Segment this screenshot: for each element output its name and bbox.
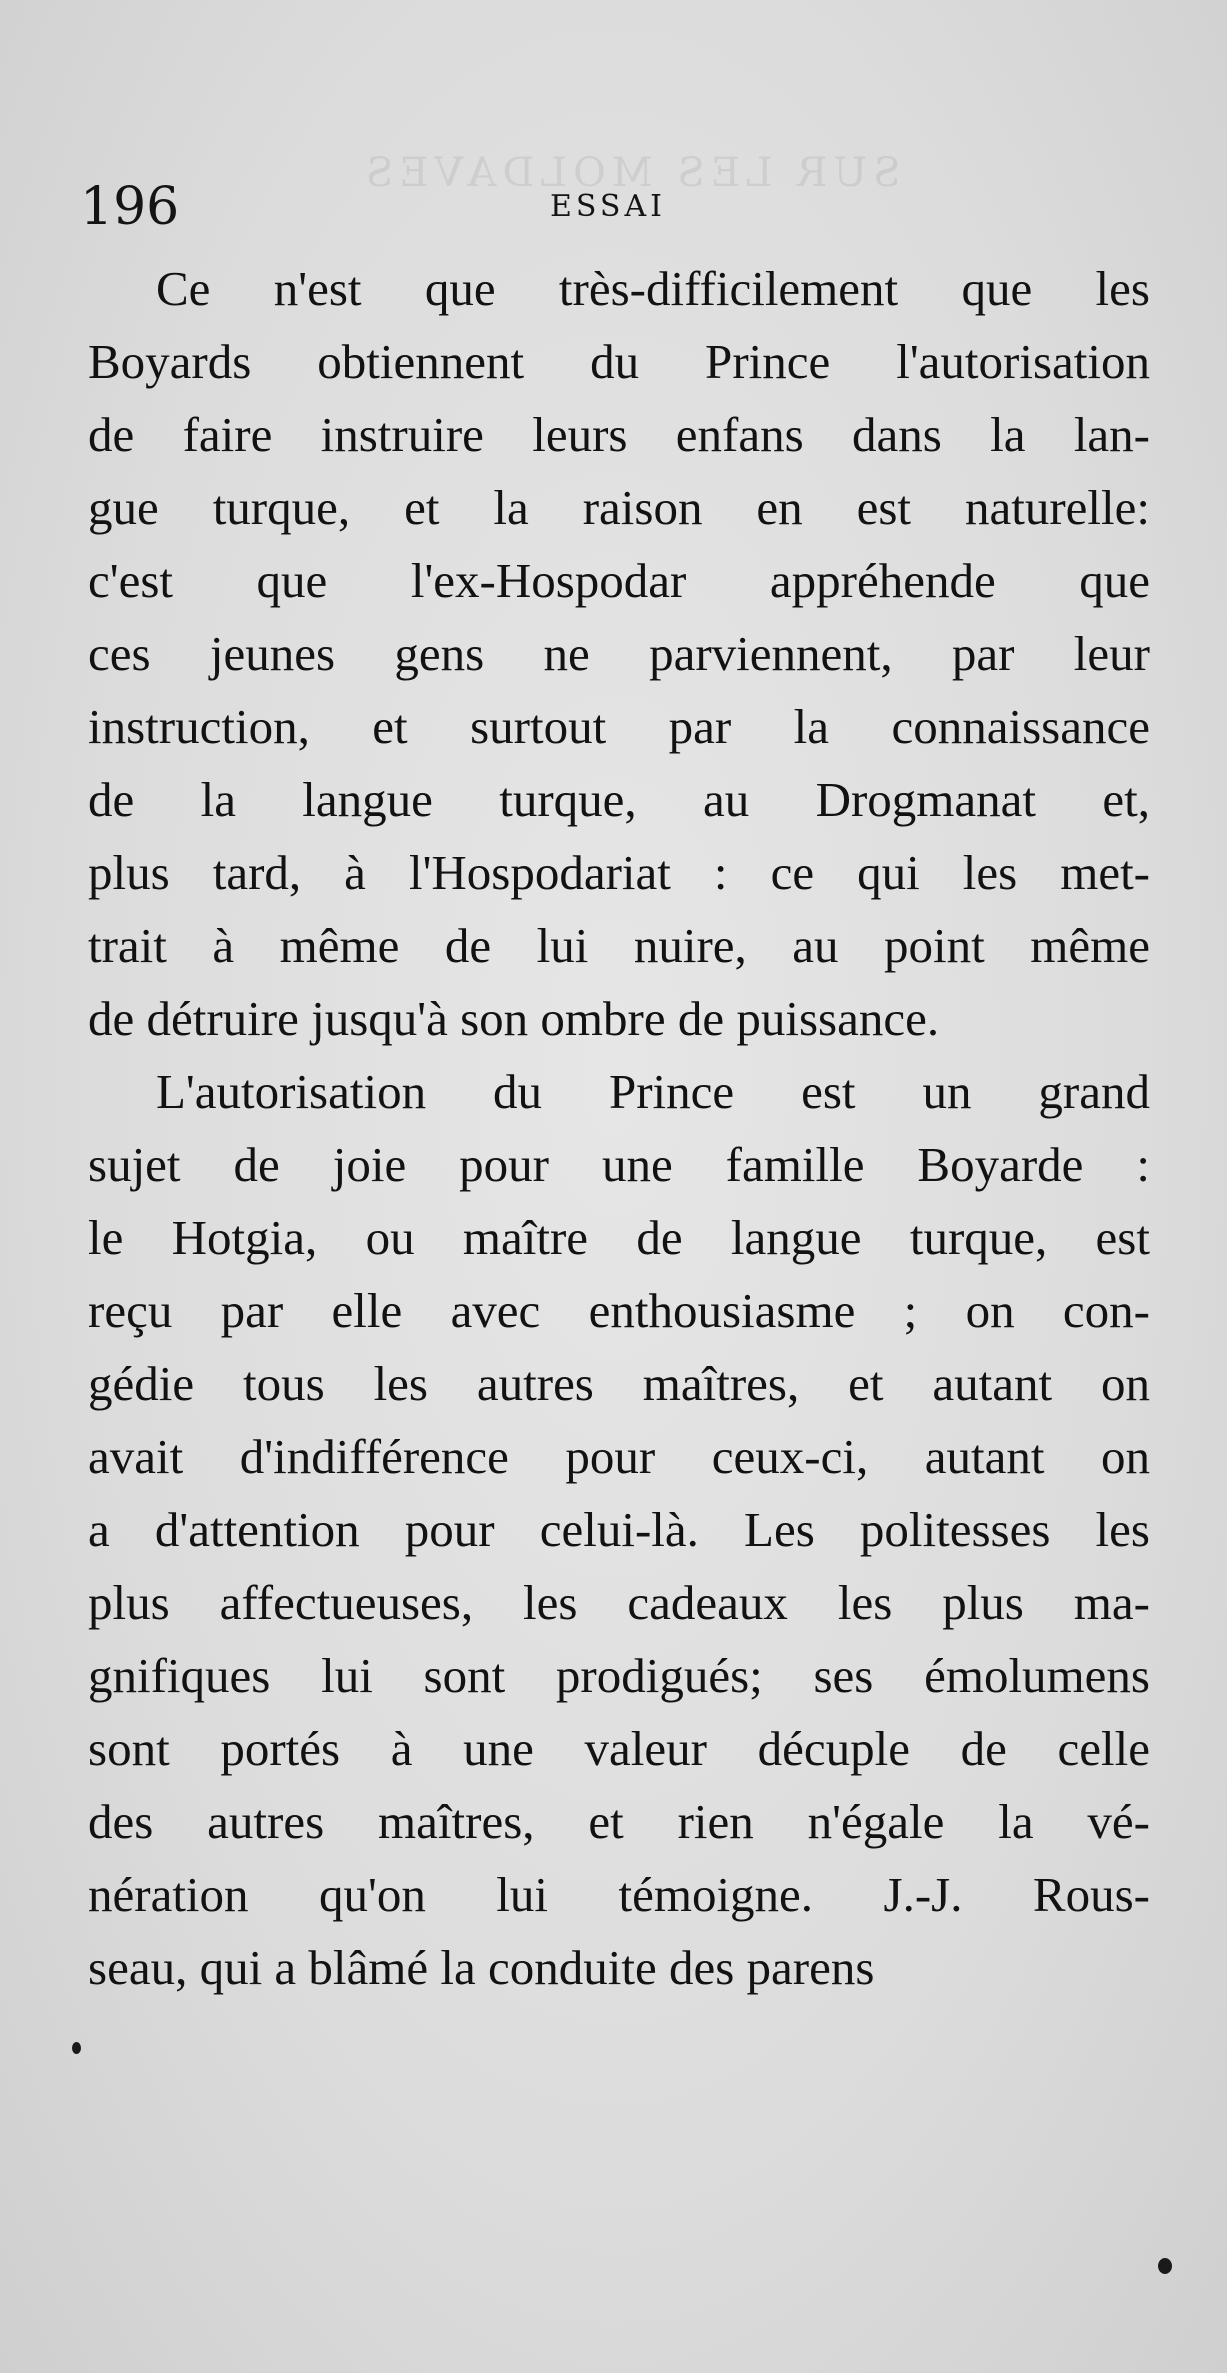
text-line: sujet de joie pour une famille Boyarde : xyxy=(88,1137,1150,1192)
text-line: de faire instruire leurs enfans dans la lan- xyxy=(88,407,1150,462)
text-line: a d'attention pour celui-là. Les politesses les xyxy=(88,1502,1150,1557)
print-speck xyxy=(72,2042,81,2054)
text-line: de la langue turque, au Drogmanat et, xyxy=(88,772,1150,827)
text-line: reçu par elle avec enthousiasme ; on con- xyxy=(88,1283,1150,1338)
text-line: trait à même de lui nuire, au point même xyxy=(88,918,1150,973)
text-line: des autres maîtres, et rien n'égale la vé- xyxy=(88,1794,1150,1849)
text-line: sont portés à une valeur décuple de celle xyxy=(88,1721,1150,1776)
print-speck xyxy=(1158,2258,1172,2274)
text-line: ces jeunes gens ne parviennent, par leur xyxy=(88,626,1150,681)
running-head: ESSAI xyxy=(550,189,666,224)
text-line: le Hotgia, ou maître de langue turque, est xyxy=(88,1210,1150,1265)
text-line: gue turque, et la raison en est naturelle: xyxy=(88,480,1150,535)
text-line: Ce n'est que très-difficilement que les xyxy=(156,261,1150,316)
page-number: 196 xyxy=(80,177,180,237)
page-header xyxy=(80,172,1140,242)
text-line: c'est que l'ex-Hospodar appréhende que xyxy=(88,553,1150,608)
show-through-text: SUR LES MOLDAVES xyxy=(360,150,901,196)
body-text xyxy=(88,252,1150,2004)
text-line: gnifiques lui sont prodigués; ses émolumens xyxy=(88,1648,1150,1703)
text-line: seau, qui a blâmé la conduite des parens xyxy=(88,1940,875,1995)
text-line: instruction, et surtout par la connaissance xyxy=(88,699,1150,754)
text-line: avait d'indifférence pour ceux-ci, autant on xyxy=(88,1429,1150,1484)
text-line: plus tard, à l'Hospodariat : ce qui les met- xyxy=(88,845,1150,900)
text-line: plus affectueuses, les cadeaux les plus ma- xyxy=(88,1575,1150,1630)
text-line: Boyards obtiennent du Prince l'autorisation xyxy=(88,334,1150,389)
text-line: de détruire jusqu'à son ombre de puissance. xyxy=(88,991,940,1046)
text-line: L'autorisation du Prince est un grand xyxy=(156,1064,1150,1119)
text-line: nération qu'on lui témoigne. J.-J. Rous- xyxy=(88,1867,1150,1922)
text-line: gédie tous les autres maîtres, et autant on xyxy=(88,1356,1150,1411)
